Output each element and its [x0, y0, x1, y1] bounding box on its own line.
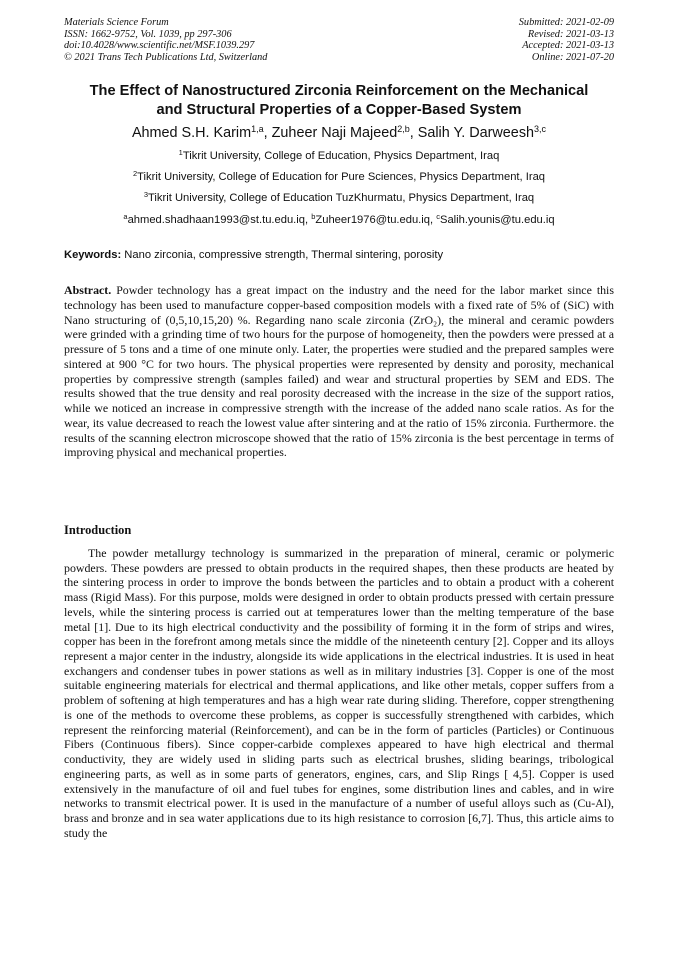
- affiliation-marker: 3: [143, 190, 149, 199]
- publication-info: [64, 17, 267, 63]
- paper-title-line-2: and Structural Properties of a Copper-Based System: [156, 101, 522, 118]
- author-list: [40, 124, 638, 142]
- doi[interactable]: doi:10.4028/www.scientific.net/MSF.1039.297: [64, 40, 255, 52]
- author-superscript: 2,b: [397, 124, 410, 134]
- email-marker: b: [311, 212, 316, 221]
- paper-title: [40, 82, 638, 119]
- keywords-text: Nano zirconia, compressive strength, Thermal sintering, porosity: [121, 249, 444, 261]
- affiliation-3: [40, 192, 638, 205]
- affiliation-2: [40, 171, 638, 184]
- submitted-date: Submitted: 2021-02-09: [518, 17, 614, 28]
- author-name: Zuheer Naji Majeed: [271, 125, 398, 141]
- author-separator: ,: [409, 125, 418, 141]
- author-name: Salih Y. Darweesh: [417, 125, 535, 141]
- email-link[interactable]: Zuheer1976@tu.edu.iq,: [315, 214, 437, 226]
- affiliation-marker: 2: [132, 169, 138, 178]
- email-marker: a: [123, 212, 128, 221]
- issn-volume-pages: ISSN: 1662-9752, Vol. 1039, pp 297-306: [64, 28, 232, 40]
- author-superscript: 3,c: [534, 124, 547, 134]
- abstract: [64, 283, 614, 460]
- keywords-label: Keywords:: [64, 249, 122, 261]
- affiliation-marker: 1: [178, 148, 183, 157]
- affiliation-1: [40, 150, 638, 163]
- online-date: Online: 2021-07-20: [531, 51, 614, 63]
- paper-title-line-1: The Effect of Nanostructured Zirconia Reinforcement on the Mechanical: [89, 83, 589, 99]
- email-marker: c: [436, 212, 440, 221]
- author-superscript: 1,a: [251, 124, 264, 134]
- affiliation-text: Tikrit University, College of Education, Physics Department, Iraq: [182, 150, 500, 162]
- keywords: [64, 249, 616, 262]
- introduction-paragraph: The powder metallurgy technology is summarized in the preparation of mineral, ceramic or polymeric powders. These powders are pressed to obtain products in the required shapes, then these products are heated by the sintering process in order to improve the bonds between the particles and to obtain a product with a coherent mass (Rigid Mass). For this purpose, molds were designed in order to obtain products pressed with certain pressure levels, while the sintering process is carried out at temperatures lower than the melting temperature of the base metal [1]. Due to its high electrical conductivity and the possibility of forming it in the form of strips and wires, copper has been in the forefront among metals since the middle of the nineteenth century [2]. Copper and its alloys represent a major center in the industry, alongside its wide applications in the electrical industries. It is used in heat exchangers and condenser tubes in power stations as well as in military industries [3]. Copper is one of the most suitable engineering materials for electrical and thermal applications, and like other metals, copper suffers from a problem of softening at high temperatures and has a high wear rate during sliding. Therefore, copper strengthening is one of the methods to overcome these problems, as copper is successfully strengthened with carbides, which represent the reinforcing material (Reinforcement), and can be in the form of particles (Particles) or Continuous Fibers (Continuous fibers). Since copper-carbide complexes appeared to have high electrical and thermal conductivity, they are widely used in sliding parts such as electrical brushes, sliding bearings, tribological engineering parts, as well as in some parts of generators, engines, cars, and Slip Rings [ 4,5]. Copper is used extensively in the manufacture of oil and fuel tubes for engines, some distribution lines and cables, and in wire networks to transmit electrical power. It is used in the manufacture of a number of useful alloys such as (Cu-Al), brass and bronze and in sea water applications due to its high resistance to corrosion [6,7]. Thus, this article aims to study the: [64, 546, 614, 840]
- author-name: Ahmed S.H. Karim: [131, 125, 252, 141]
- email-list: [40, 214, 638, 227]
- affiliation-text: Tikrit University, College of Education TuzKhurmatu, Physics Department, Iraq: [148, 192, 535, 204]
- affiliation-text: Tikrit University, College of Education for Pure Sciences, Physics Department, Iraq: [137, 171, 546, 183]
- section-heading-introduction: Introduction: [64, 523, 132, 537]
- abstract-label: Abstract.: [64, 283, 112, 297]
- journal-name: Materials Science Forum: [64, 17, 169, 28]
- copyright: © 2021 Trans Tech Publications Ltd, Switzerland: [64, 51, 268, 63]
- accepted-date: Accepted: 2021-03-13: [522, 40, 614, 52]
- email-link[interactable]: Salih.younis@tu.edu.iq: [439, 214, 555, 226]
- email-link[interactable]: ahmed.shadhaan1993@st.tu.edu.iq,: [127, 214, 312, 226]
- submission-dates: [519, 17, 614, 63]
- abstract-text: Powder technology has a great impact on the industry and the need for the labor market since this technology has been used to manufacture copper-based composition models with a fixed rate of 5% of (SiC) with Nano structuring of (0,5,10,15,20) %. Regarding nano scale zirconia (ZrO₂), the mineral and ceramic powders were grinded with a grinding time of two hours for the purpose of homogeneity, then the powders were pressed at a pressure of 5 tons and a time of one minute only. Later, the properties were studied and the prepared samples were sintered at 900 °C for two hours. The physical properties were represented by density and porosity, mechanical properties by compressive strength (samples failed) and wear and structural properties by SEM and EDS. The results showed that the true density and real porosity decreased with the increase in the size of the support ratios, while we noticed an increase in compressive strength with the increase of the added nano scale ratios. As for the wear, its value decreased to reach the lowest value after sintering and at the ratio of 15% zirconia. Furthermore. the results of the scanning electron microscope showed that the ratio of 15% zirconia is the best percentage in terms of improving physical and mechanical properties.: [64, 283, 614, 460]
- revised-date: Revised: 2021-03-13: [527, 28, 614, 40]
- author-separator: ,: [263, 125, 272, 141]
